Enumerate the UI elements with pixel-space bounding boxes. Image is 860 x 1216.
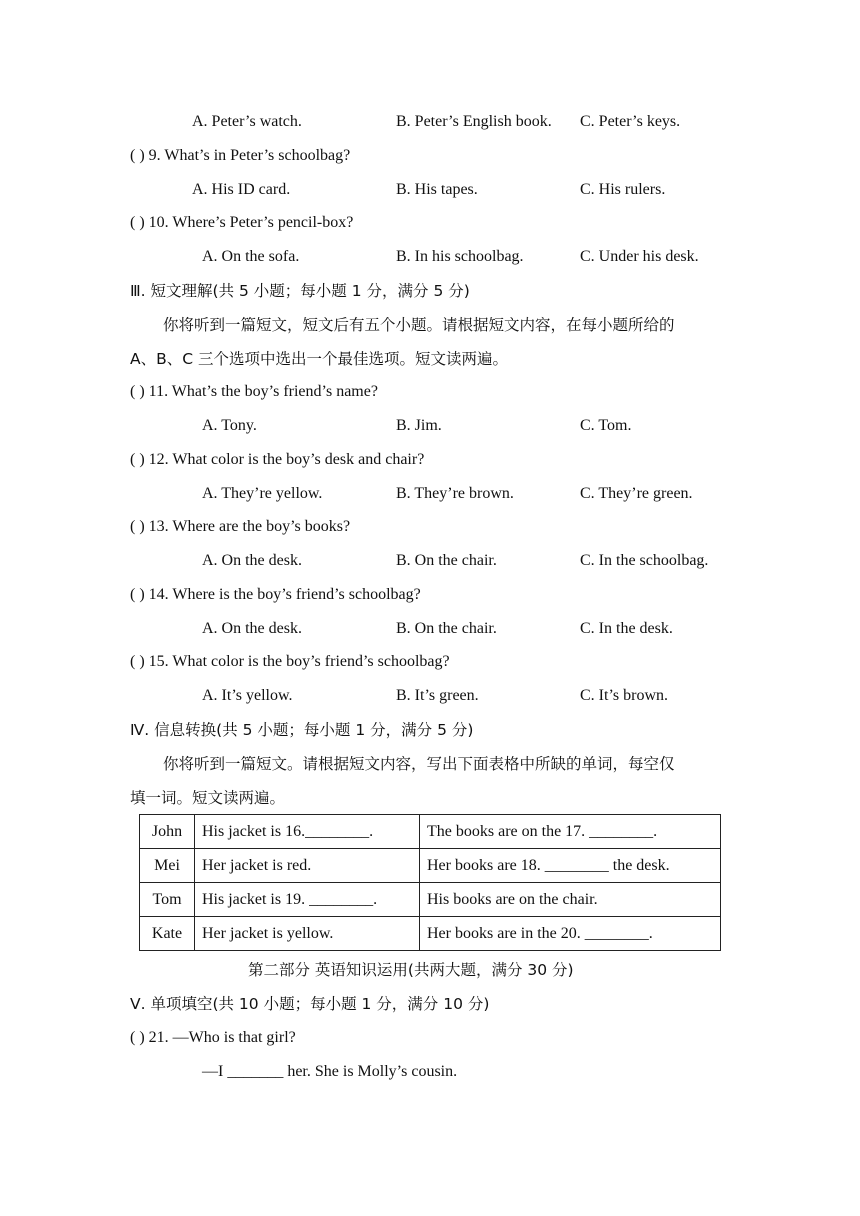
part2-title: 第二部分 英语知识运用(共两大题，满分 30 分): [248, 961, 574, 979]
question-stem: 9. What’s in Peter’s schoolbag?: [148, 147, 351, 164]
q14-option-b: B. On the chair.: [396, 620, 497, 637]
section4-intro-line1: 你将听到一篇短文。请根据短文内容，写出下面表格中所缺的单词，每空仅: [163, 755, 675, 773]
question-stem: 10. Where’s Peter’s pencil-box?: [148, 214, 354, 231]
q15-question: [130, 652, 450, 672]
section4-title: Ⅳ. 信息转换(共 5 小题；每小题 1 分，满分 5 分): [130, 721, 474, 739]
table-cell-books: Her books are in the 20. ________.: [420, 917, 721, 951]
table-cell-books: The books are on the 17. ________.: [420, 815, 721, 849]
table-cell-jacket: Her jacket is red.: [195, 849, 420, 883]
q13-question: [130, 517, 350, 537]
answer-bracket: ( ): [130, 383, 145, 400]
section3-intro-line2: A、B、C 三个选项中选出一个最佳选项。短文读两遍。: [130, 350, 508, 368]
table-row: [140, 883, 721, 917]
q9-option-c: C. His rulers.: [580, 181, 666, 198]
table-row: [140, 849, 721, 883]
table-cell-name: John: [140, 815, 195, 849]
q14-option-a: A. On the desk.: [202, 620, 302, 637]
table-cell-name: Mei: [140, 849, 195, 883]
q13-option-b: B. On the chair.: [396, 552, 497, 569]
table-cell-jacket: His jacket is 16.________.: [195, 815, 420, 849]
q21-question: [130, 1028, 296, 1048]
question-stem: 13. Where are the boy’s books?: [148, 518, 351, 535]
q10-question: [130, 213, 353, 233]
q8-option-c: C. Peter’s keys.: [580, 113, 681, 130]
q9-question: [130, 146, 350, 166]
table-cell-books: Her books are 18. ________ the desk.: [420, 849, 721, 883]
q13-option-a: A. On the desk.: [202, 552, 302, 569]
q11-option-c: C. Tom.: [580, 417, 632, 434]
q11-question: [130, 382, 378, 402]
table-row: [140, 815, 721, 849]
q12-option-c: C. They’re green.: [580, 485, 693, 502]
question-stem: 14. Where is the boy’s friend’s schoolbag?: [148, 586, 421, 603]
section3-intro-line1: 你将听到一篇短文，短文后有五个小题。请根据短文内容，在每小题所给的: [163, 316, 675, 334]
answer-bracket: ( ): [130, 653, 145, 670]
answer-bracket: ( ): [130, 147, 145, 164]
table-cell-jacket: His jacket is 19. ________.: [195, 883, 420, 917]
answer-bracket: ( ): [130, 214, 145, 231]
table-cell-jacket: Her jacket is yellow.: [195, 917, 420, 951]
q12-option-b: B. They’re brown.: [396, 485, 514, 502]
q10-option-a: A. On the sofa.: [202, 248, 300, 265]
q14-option-c: C. In the desk.: [580, 620, 673, 637]
q11-option-a: A. Tony.: [202, 417, 257, 434]
info-table: [139, 814, 721, 951]
q12-option-a: A. They’re yellow.: [202, 485, 323, 502]
answer-bracket: ( ): [130, 518, 145, 535]
table-row: [140, 917, 721, 951]
q15-option-a: A. It’s yellow.: [202, 687, 293, 704]
table-cell-name: Kate: [140, 917, 195, 951]
question-stem: 12. What color is the boy’s desk and chair?: [148, 451, 425, 468]
q12-question: [130, 450, 424, 470]
q9-option-a: A. His ID card.: [192, 181, 291, 198]
q10-option-c: C. Under his desk.: [580, 248, 699, 265]
q10-option-b: B. In his schoolbag.: [396, 248, 524, 265]
section5-title: Ⅴ. 单项填空(共 10 小题；每小题 1 分，满分 10 分): [130, 995, 490, 1013]
answer-bracket: ( ): [130, 1029, 145, 1046]
table-cell-name: Tom: [140, 883, 195, 917]
answer-bracket: ( ): [130, 586, 145, 603]
q14-question: [130, 585, 421, 605]
table-cell-books: His books are on the chair.: [420, 883, 721, 917]
q21-answer-line: —I _______ her. She is Molly’s cousin.: [202, 1063, 458, 1080]
q8-option-a: A. Peter’s watch.: [192, 113, 302, 130]
q9-option-b: B. His tapes.: [396, 181, 478, 198]
answer-bracket: ( ): [130, 451, 145, 468]
question-stem: 21. —Who is that girl?: [148, 1029, 296, 1046]
q11-option-b: B. Jim.: [396, 417, 442, 434]
q8-option-b: B. Peter’s English book.: [396, 113, 552, 130]
question-stem: 15. What color is the boy’s friend’s schoolbag?: [148, 653, 450, 670]
question-stem: 11. What’s the boy’s friend’s name?: [148, 383, 378, 400]
q13-option-c: C. In the schoolbag.: [580, 552, 709, 569]
q15-option-b: B. It’s green.: [396, 687, 479, 704]
section4-intro-line2: 填一词。短文读两遍。: [130, 789, 286, 807]
section3-title: Ⅲ. 短文理解(共 5 小题；每小题 1 分，满分 5 分): [130, 282, 470, 300]
q15-option-c: C. It’s brown.: [580, 687, 668, 704]
